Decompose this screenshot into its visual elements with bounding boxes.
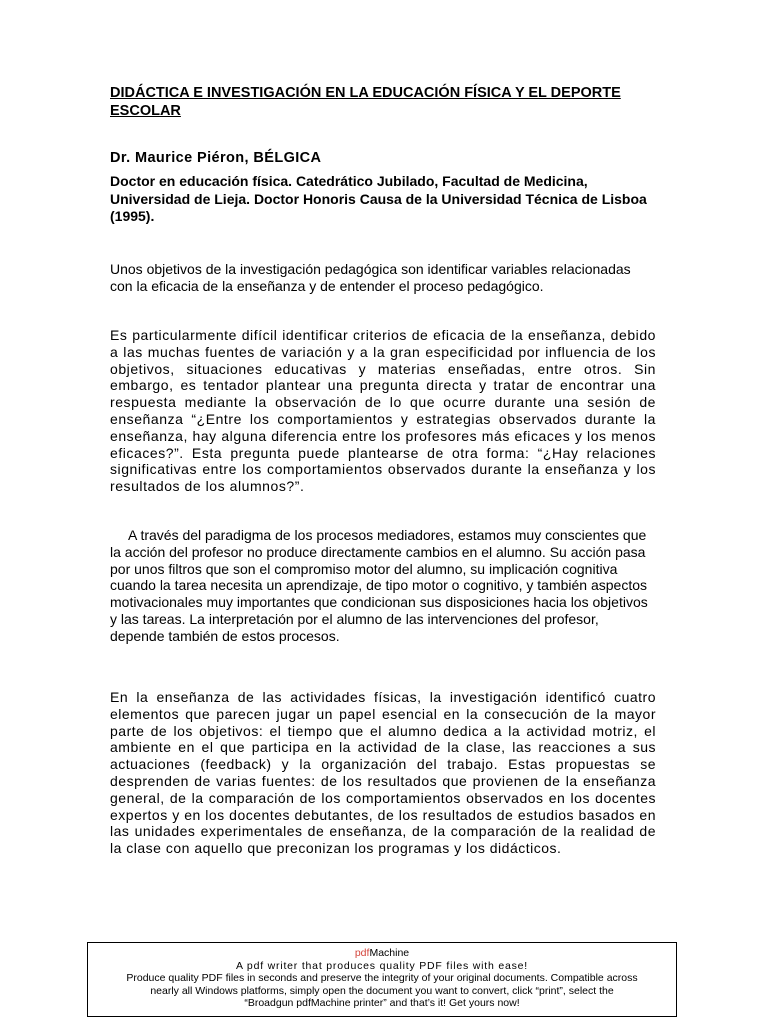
author-credentials: Doctor en educación física. Catedrático Jubilado, Facultad de Medicina, Universidad de Lieja. Doctor Honoris Causa de la Universidad Técnica de Lisboa (1995). xyxy=(110,173,647,224)
footer-tagline: A pdf writer that produces quality PDF files with ease! xyxy=(235,959,529,972)
paragraph-3: A través del paradigma de los procesos mediadores, estamos muy conscientes que la acción del profesor no produce directamente cambios en el alumno. Su acción pasa por unos filtros que son el compromiso motor del alumno, su implicación cognitiva cuando la tarea necesita un aprendizaje, de tipo motor o cognitivo, y también aspectos motivacionales muy importantes que condicionan sus disposiciones hacia los objetivos y las tareas. La interpretación por el alumno de las intervenciones del profesor, depende también de estos procesos. xyxy=(110,527,648,644)
pdfmachine-footer-box xyxy=(87,942,677,1017)
paragraph-2: Es particularmente difícil identificar criterios de eficacia de la enseñanza, debido a las muchas fuentes de variación y a la gran especificidad por influencia de los objetivos, situaciones educativas y materias enseñadas, entre otros. Sin embargo, es tentador plantear una pregunta directa y tratar de encontrar una respuesta mediante la observación de lo que ocurre durante una sesión de enseñanza “¿Entre los comportamientos y estrategias observados durante la enseñanza, hay alguna diferencia entre los profesores más eficaces y los menos eficaces?”. Esta pregunta puede plantearse de otra forma: “¿Hay relaciones significativas entre los comportamientos observados durante la enseñanza y los resultados de los alumnos?”. xyxy=(110,327,656,495)
footer-brand xyxy=(88,947,676,960)
footer-line-1: Produce quality PDF files in seconds and preserve the integrity of your original documents. Compatible across xyxy=(126,972,638,984)
document-title: DIDÁCTICA E INVESTIGACIÓN EN LA EDUCACIÓN FÍSICA Y EL DEPORTE ESCOLAR xyxy=(110,85,621,119)
paragraph-1: Unos objetivos de la investigación pedagógica son identificar variables relacionadas con la eficacia de la enseñanza y de entender el proceso pedagógico. xyxy=(110,261,631,294)
brand-machine-text: Machine xyxy=(369,947,410,959)
paragraph-4: En la enseñanza de las actividades físicas, la investigación identificó cuatro elementos que parecen jugar un papel esencial en la consecución de la mayor parte de los objetivos: el tiempo que el alumno dedica a la actividad motriz, el ambiente en el que participa en la actividad de la clase, las reacciones a sus actuaciones (feedback) y la organización del trabajo. Estas propuestas se desprenden de varias fuentes: de los resultados que provienen de la enseñanza general, de la comparación de los comportamientos observados en los docentes expertos y en los docentes debutantes, de los resultados de estudios basados en las unidades experimentales de enseñanza, de la comparación de la realidad de la clase con aquello que preconizan los programas y los didácticos. xyxy=(110,689,656,857)
footer-line-2: nearly all Windows platforms, simply open the document you want to convert, click “print”, select the xyxy=(150,984,614,997)
footer-line-3: “Broadgun pdfMachine printer” and that’s it! Get yours now! xyxy=(244,997,520,1009)
author-line: Dr. Maurice Piéron, BÉLGICA xyxy=(110,150,322,166)
brand-pdf-text: pdf xyxy=(354,947,370,959)
